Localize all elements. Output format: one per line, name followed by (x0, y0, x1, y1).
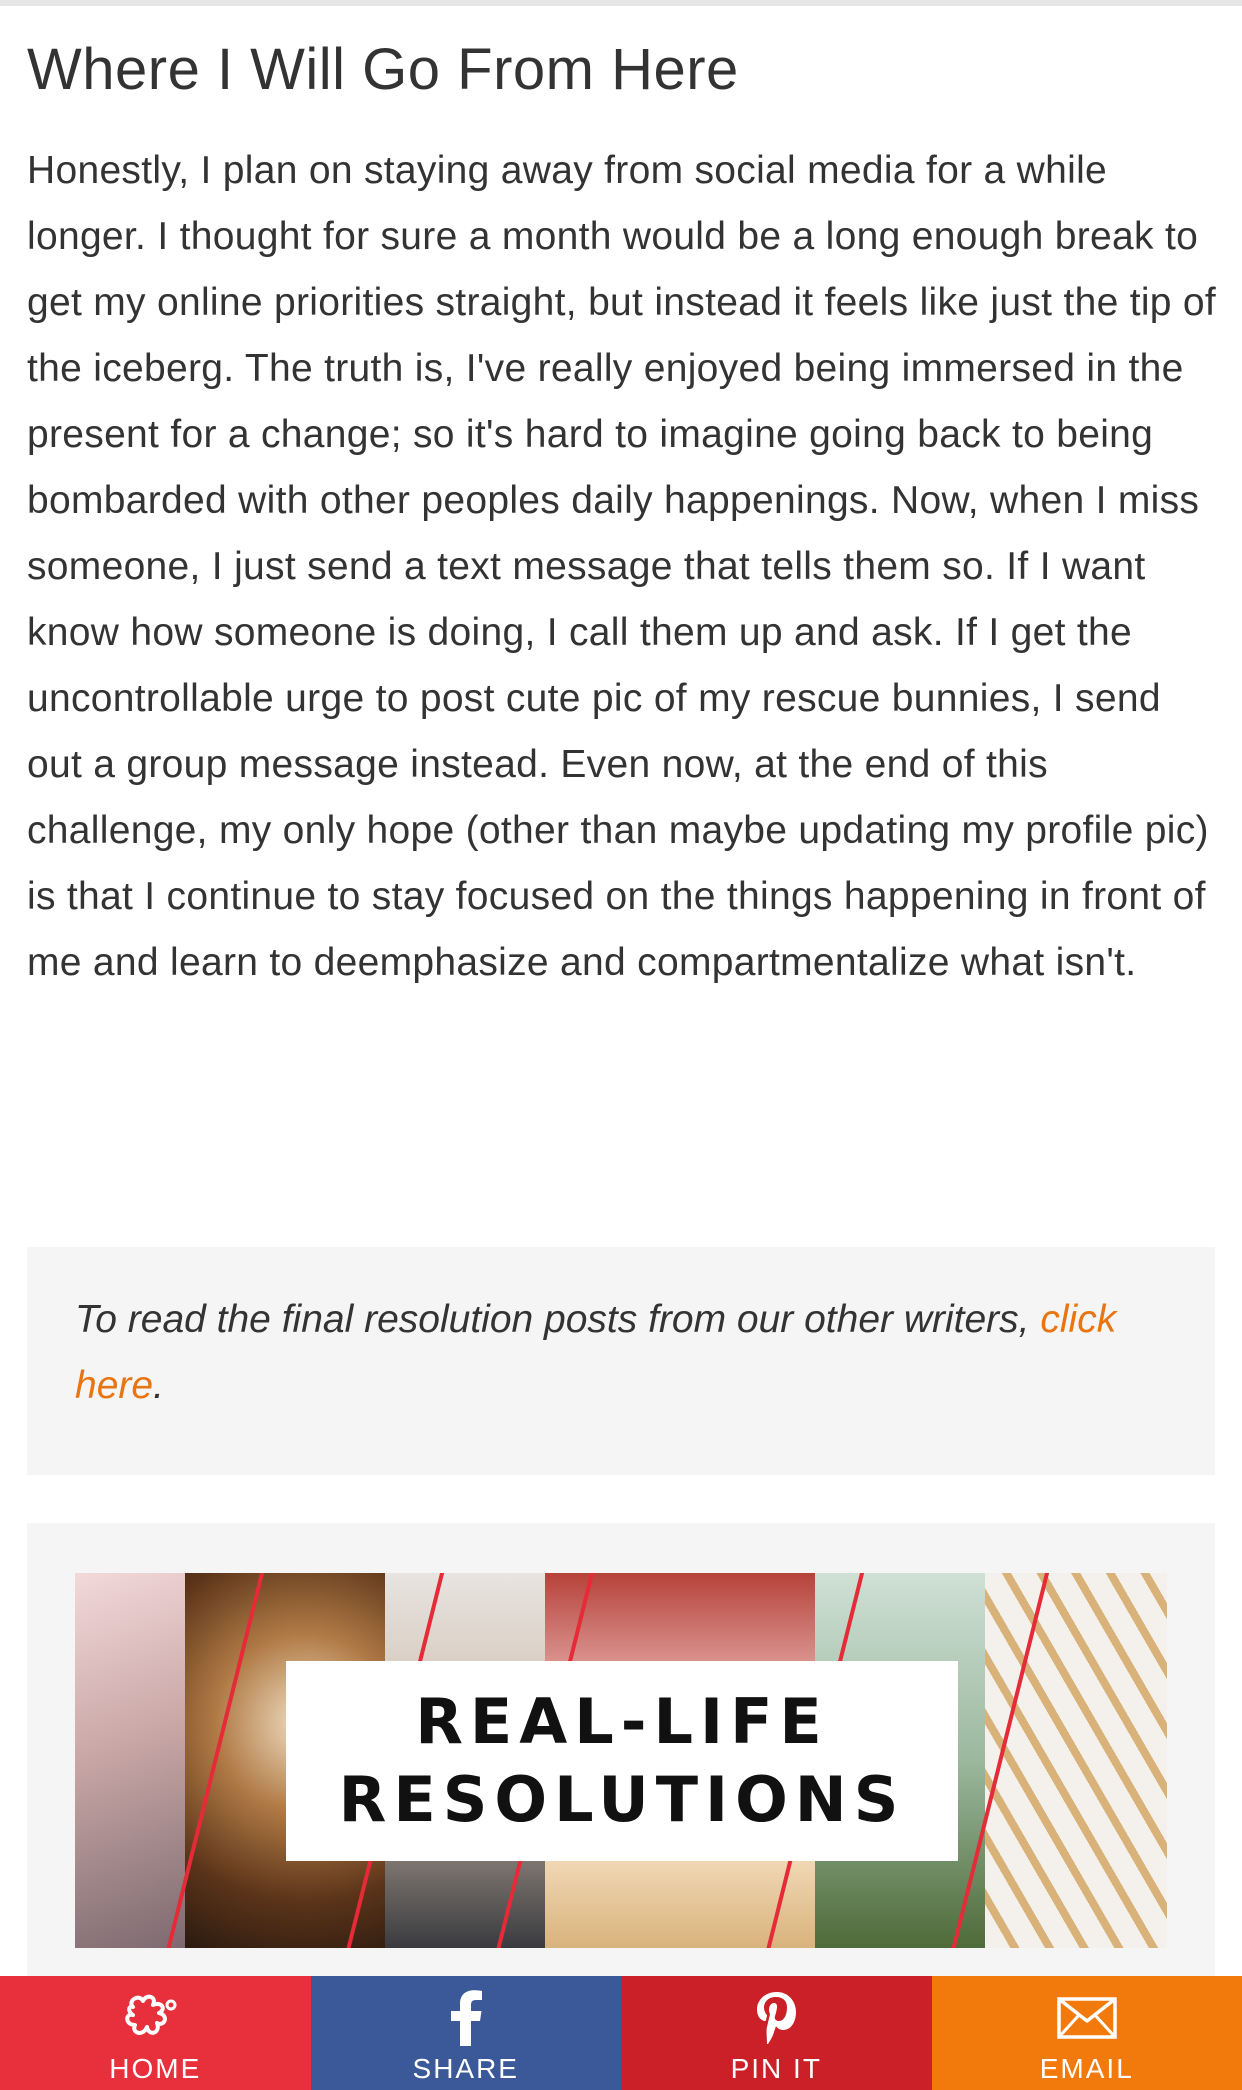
share-label: SHARE (412, 2053, 519, 2084)
callout-text-end: . (153, 1364, 164, 1407)
callout-text-lead: To read the final resolution posts from our other writers, (75, 1298, 1041, 1341)
banner-title-line1: REAL-LIFE (415, 1685, 829, 1758)
brand-logo-icon (123, 1990, 187, 2046)
banner-title-box (286, 1661, 958, 1861)
callout-text (75, 1287, 1165, 1419)
email-share-button[interactable] (932, 1976, 1242, 2090)
pinterest-icon (744, 1990, 808, 2046)
banner-title-line2: RESOLUTIONS (338, 1763, 906, 1836)
read-more-callout (27, 1247, 1215, 1475)
pinterest-pin-button[interactable] (621, 1976, 932, 2090)
email-label: EMAIL (1039, 2053, 1134, 2084)
home-label: HOME (109, 2053, 202, 2084)
home-button[interactable] (0, 1976, 311, 2090)
envelope-icon (1055, 1990, 1119, 2046)
top-divider (0, 0, 1242, 6)
brushes-photo-panel (985, 1573, 1167, 1948)
phone-photo-panel (75, 1573, 185, 1948)
share-toolbar (0, 1976, 1242, 2090)
click-here-link[interactable]: click here (75, 1298, 1117, 1407)
resolutions-promo-card[interactable] (27, 1523, 1215, 1983)
facebook-icon (434, 1990, 498, 2046)
facebook-share-button[interactable] (311, 1976, 622, 2090)
pin-it-label: PIN IT (730, 2053, 822, 2084)
article-section (27, 30, 1217, 996)
resolutions-banner-image[interactable] (75, 1573, 1167, 1948)
section-heading: Where I Will Go From Here (27, 37, 739, 102)
article-paragraph: Honestly, I plan on staying away from social media for a while longer. I thought for sure a month would be a long enough break to get my online priorities straight, but instead it feels like just the tip of the iceberg. The truth is, I've really enjoyed being immersed in the present for a change; so it's hard to imagine going back to being bombarded with other peoples daily happenings. Now, when I miss someone, I just send a text message that tells them so. If I want know how someone is doing, I call them up and ask. If I get the uncontrollable urge to post cute pic of my rescue bunnies, I send out a group message instead. Even now, at the end of this challenge, my only hope (other than maybe updating my profile pic) is that I continue to stay focused on the things happening in front of me and learn to deemphasize and compartmentalize what isn't. (27, 149, 1217, 984)
